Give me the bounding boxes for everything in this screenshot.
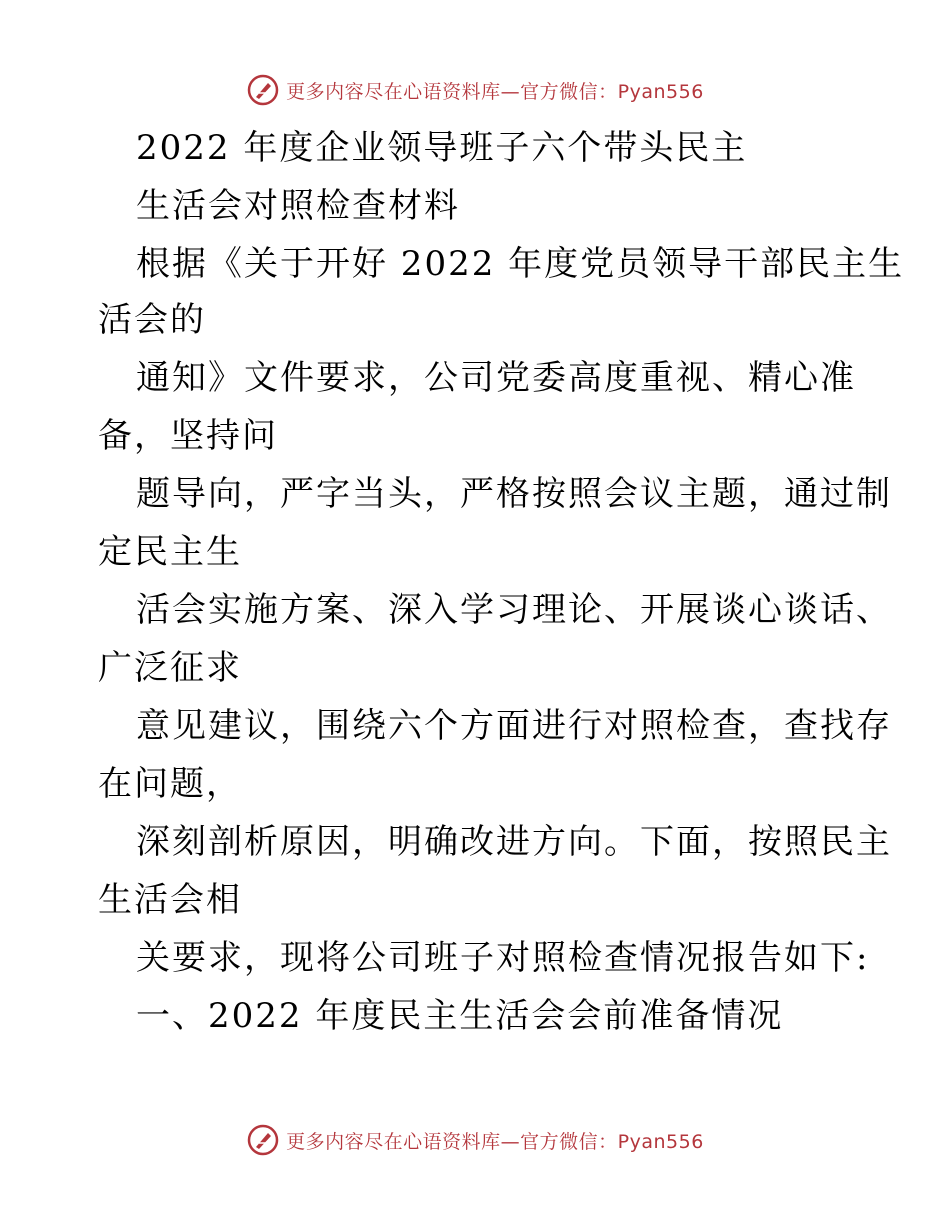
section-heading: 一、2022 年度民主生活会会前准备情况: [136, 996, 784, 1036]
red-circle-pen-logo-icon: [246, 1123, 280, 1157]
footer-watermark: [0, 1120, 950, 1160]
header-watermark: [0, 70, 950, 110]
red-circle-pen-logo-icon: [246, 73, 280, 107]
body-line: 题导向，严字当头，严格按照会议主题，通过制: [136, 474, 892, 514]
body-line: 活会的: [98, 300, 206, 340]
body-line: 活会实施方案、深入学习理论、开展谈心谈话、: [136, 590, 892, 630]
watermark-text: 更多内容尽在心语资料库—官方微信：Pyan556: [286, 1130, 704, 1153]
body-line: 深刻剖析原因，明确改进方向。下面，按照民主: [136, 822, 892, 862]
document-title-line-1: 2022 年度企业领导班子六个带头民主: [136, 128, 748, 168]
body-line: 关要求，现将公司班子对照检查情况报告如下:: [136, 938, 870, 978]
body-line: 生活会相: [98, 880, 242, 920]
body-line: 定民主生: [98, 532, 242, 572]
body-line: 备，坚持问: [98, 416, 278, 456]
body-line: 在问题，: [98, 764, 242, 804]
body-line: 通知》文件要求，公司党委高度重视、精心准: [136, 358, 856, 398]
body-line: 根据《关于开好 2022 年度党员领导干部民主生: [136, 244, 905, 284]
watermark-text: 更多内容尽在心语资料库—官方微信：Pyan556: [286, 80, 704, 103]
body-line: 意见建议，围绕六个方面进行对照检查，查找存: [136, 706, 892, 746]
body-line: 广泛征求: [98, 648, 242, 688]
document-title-line-2: 生活会对照检查材料: [136, 186, 460, 226]
